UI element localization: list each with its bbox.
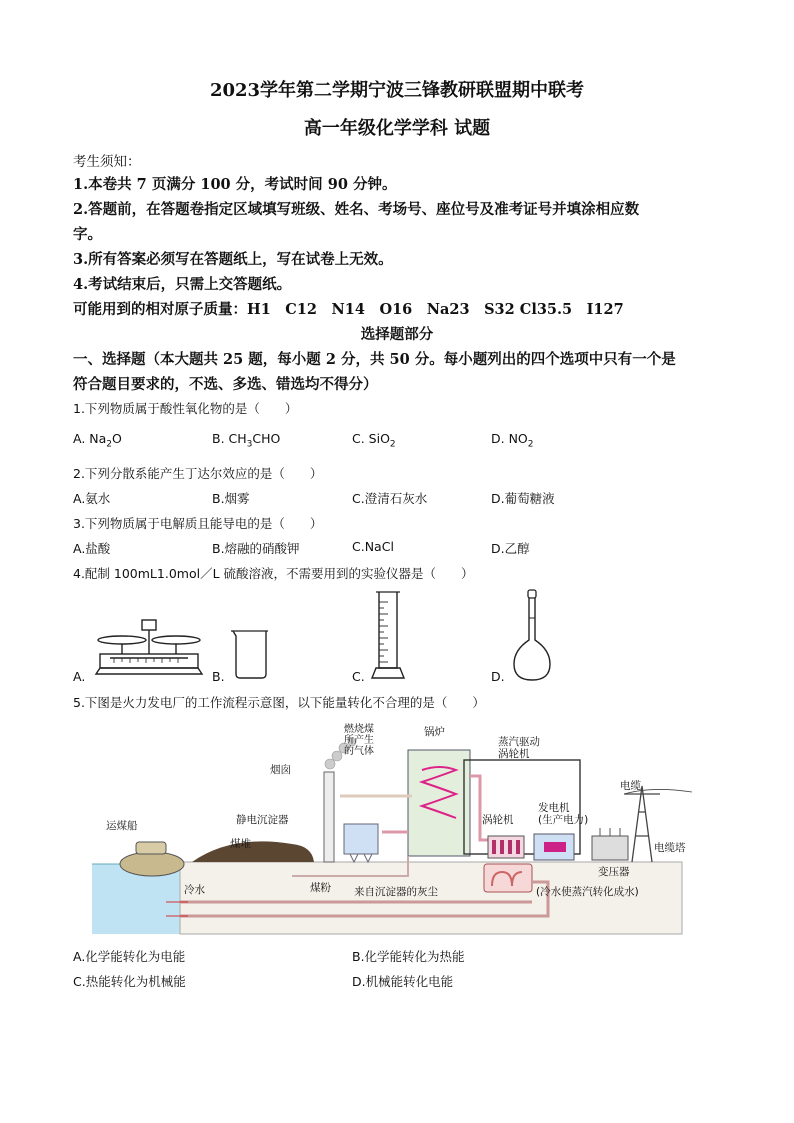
question-4-option-b: B. (212, 669, 225, 684)
label-boiler: 锅炉 (424, 726, 445, 738)
question-3-option-a: A.盐酸 (73, 541, 111, 556)
label-generator: 发电机 (生产电力) (538, 802, 589, 826)
question-1-stem: 1.下列物质属于酸性氧化物的是（ ） (73, 401, 298, 416)
volumetric-flask-image (510, 588, 554, 684)
question-4-option-c: C. (352, 669, 365, 684)
label-coal-pile: 煤堆 (230, 838, 251, 850)
question-3-option-d: D.乙醇 (491, 541, 530, 556)
notice-heading: 考生须知： (73, 154, 141, 170)
power-plant-diagram (92, 716, 692, 936)
exam-title: 2023学年第二学期宁波三锋教研联盟期中联考 (209, 80, 585, 101)
label-steam-turbine: 蒸汽驱动 涡轮机 (498, 736, 540, 760)
question-3-option-c: C.NaCl (352, 539, 394, 554)
section-instructions-1: 一、选择题（本大题共 25 题，每小题 2 分，共 50 分。每小题列出的四个选项中只有一个是 (73, 351, 676, 368)
section-instructions-2: 符合题目要求的，不选、多选、错选均不得分） (73, 376, 378, 393)
label-coal-powder: 煤粉 (310, 882, 331, 894)
label-transformer: 变压器 (598, 866, 630, 878)
label-precipitator: 静电沉淀器 (236, 814, 289, 826)
exam-subtitle: 高一年级化学学科 试题 (303, 118, 491, 139)
question-5-option-d: D.机械能转化电能 (352, 974, 454, 989)
question-5-option-a: A.化学能转化为电能 (73, 949, 186, 964)
label-combustion-gas: 燃烧煤 所产生 的气体 (344, 724, 374, 757)
power-plant-drawing (92, 716, 692, 936)
balance-scale-image (92, 618, 207, 678)
notice-item-1: 1.本卷共 7 页满分 100 分，考试时间 90 分钟。 (73, 176, 397, 193)
section-title: 选择题部分 (360, 326, 434, 343)
question-4-option-a: A. (73, 669, 86, 684)
question-1-option-b: B. $CH_3CHO$ (212, 431, 281, 450)
label-condense: (冷水使蒸汽转化成水) (536, 886, 639, 898)
question-2-stem: 2.下列分散系能产生丁达尔效应的是（ ） (73, 466, 323, 481)
question-5-stem: 5.下图是火力发电厂的工作流程示意图，以下能量转化不合理的是（ ） (73, 695, 485, 710)
label-turbine: 涡轮机 (482, 814, 514, 826)
label-tower: 电缆塔 (654, 842, 686, 854)
label-precipitator-ash: 来自沉淀器的灰尘 (354, 886, 438, 898)
label-coal-ship: 运煤船 (106, 820, 138, 832)
question-2-option-b: B.烟雾 (212, 491, 250, 506)
question-1-option-c: C. SiO$_2$ (352, 431, 396, 450)
question-3-stem: 3.下列物质属于电解质且能导电的是（ ） (73, 516, 323, 531)
notice-item-2-cont: 字。 (73, 226, 102, 243)
question-2-option-a: A.氨水 (73, 491, 111, 506)
notice-item-3: 3.所有答案必须写在答题纸上，写在试卷上无效。 (73, 251, 393, 268)
label-cold-water: 冷水 (184, 884, 205, 896)
question-2-option-c: C.澄清石灰水 (352, 491, 428, 506)
question-4-stem: 4.配制 100mL1.0mol／L 硫酸溶液，不需要用到的实验仪器是（ ） (73, 566, 474, 581)
question-1-option-a: A. $Na_2O$ (73, 431, 122, 450)
atomic-masses: 可能用到的相对原子质量：H1 C12 N14 O16 Na23 S32 Cl35.5 I127 (73, 301, 624, 318)
question-5-option-b: B.化学能转化为热能 (352, 949, 465, 964)
question-5-option-c: C.热能转化为机械能 (73, 974, 186, 989)
graduated-cylinder-image (370, 588, 406, 682)
notice-item-2: 2.答题前，在答题卷指定区域填写班级、姓名、考场号、座位号及准考证号并填涂相应数 (73, 201, 640, 218)
label-cable: 电缆 (620, 780, 641, 792)
question-2-option-d: D.葡萄糖液 (491, 491, 555, 506)
beaker-image (230, 628, 270, 680)
question-3-option-b: B.熔融的硝酸钾 (212, 541, 300, 556)
question-1-option-d: D. $NO_2$ (491, 431, 534, 450)
label-chimney: 烟囱 (270, 764, 291, 776)
notice-item-4: 4.考试结束后，只需上交答题纸。 (73, 276, 292, 293)
question-4-option-d: D. (491, 669, 505, 684)
